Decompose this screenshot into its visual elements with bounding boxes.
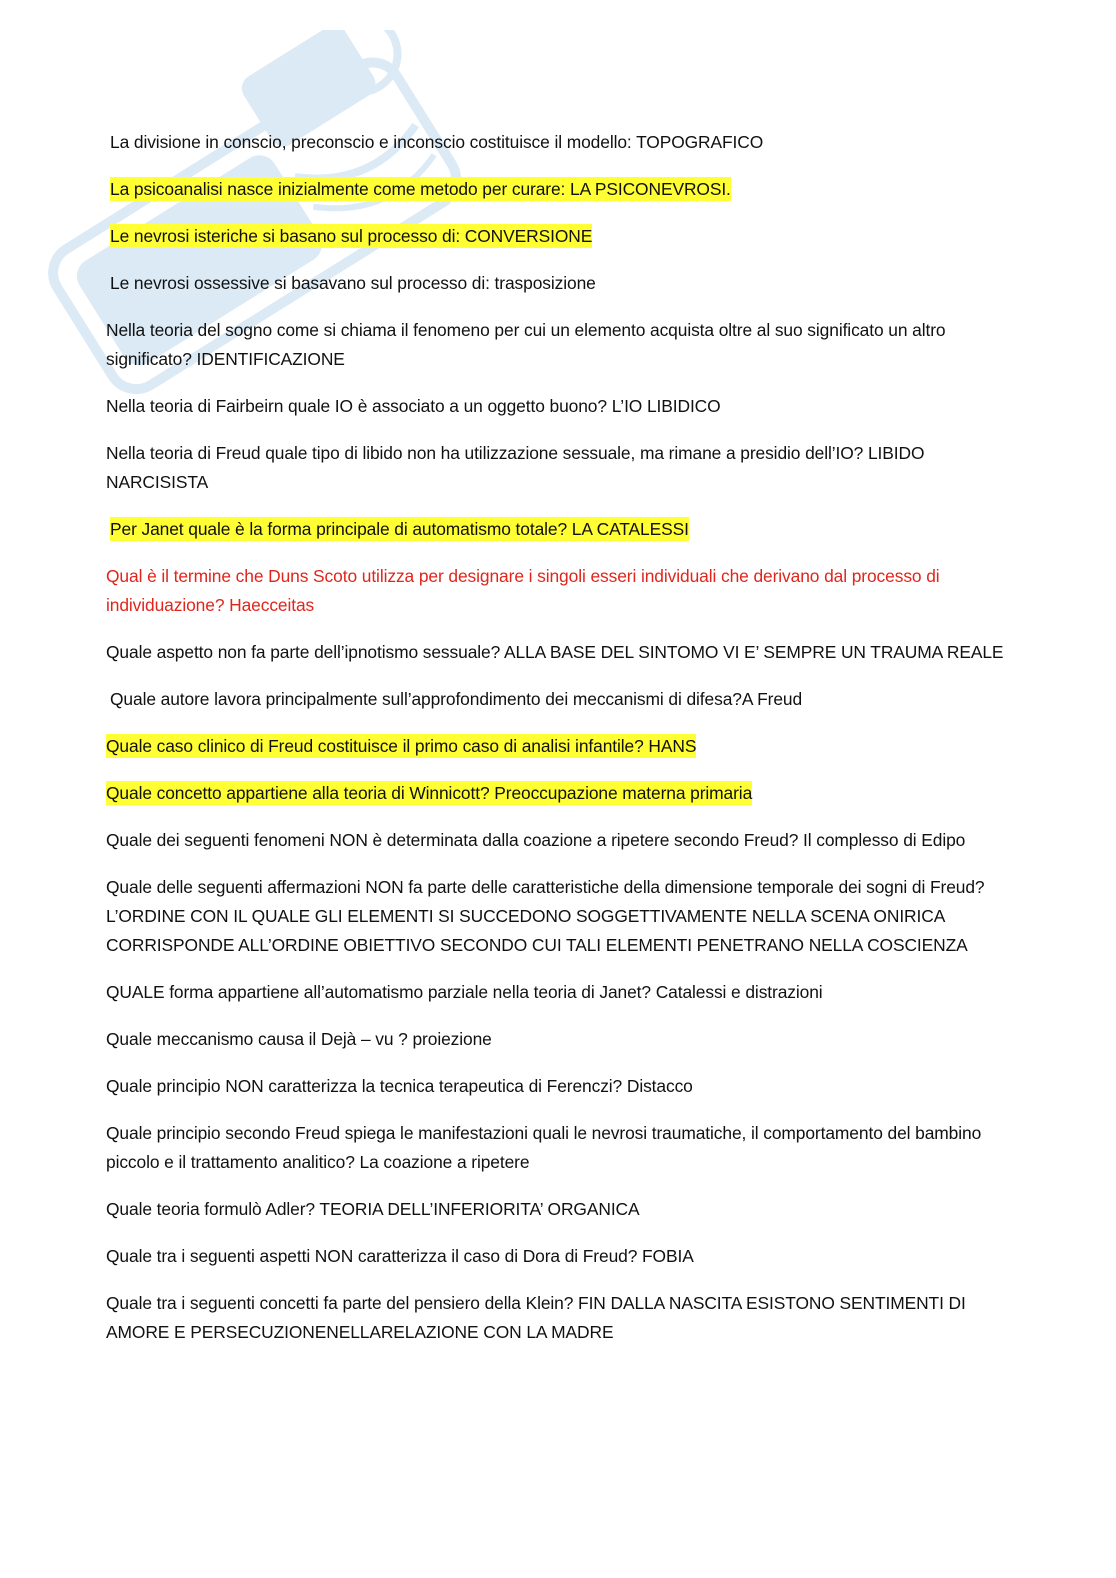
question-paragraph [106, 269, 1006, 298]
question-paragraph [106, 1072, 1006, 1101]
question-paragraph [106, 1195, 1006, 1224]
question-text: Quale teoria formulò Adler? TEORIA DELL’INFERIORITA’ ORGANICA [106, 1199, 640, 1219]
question-text: Quale tra i seguenti concetti fa parte del pensiero della Klein? FIN DALLA NASCITA ESISTONO SENTIMENTI DI AMORE E PERSECUZIONENELLARELAZIONE CON LA MADRE [106, 1293, 966, 1342]
question-paragraph [106, 638, 1006, 667]
question-text: Le nevrosi ossessive si basavano sul processo di: trasposizione [110, 273, 596, 293]
question-paragraph [106, 1289, 1006, 1347]
question-paragraph [106, 439, 1006, 497]
question-text: Nella teoria del sogno come si chiama il fenomeno per cui un elemento acquista oltre al suo significato un altro significato? IDENTIFICAZIONE [106, 320, 946, 369]
question-paragraph [106, 175, 1006, 204]
question-text: Quale meccanismo causa il Dejà – vu ? proiezione [106, 1029, 492, 1049]
question-paragraph [106, 562, 1006, 620]
question-text: Quale delle seguenti affermazioni NON fa parte delle caratteristiche della dimensione temporale dei sogni di Freud? L’ORDINE CON IL QUALE GLI ELEMENTI SI SUCCEDONO SOGGETTIVAMENTE NELLA SCENA ONIRICA CORRISPONDE ALL’ORDINE OBIETTIVO SECONDO CUI TALI ELEMENTI PENETRANO NELLA COSCIENZA [106, 877, 985, 955]
question-paragraph [106, 1025, 1006, 1054]
question-text: Quale aspetto non fa parte dell’ipnotismo sessuale? ALLA BASE DEL SINTOMO VI E’ SEMPRE UN TRAUMA REALE [106, 642, 1004, 662]
question-text: La divisione in conscio, preconscio e inconscio costituisce il modello: TOPOGRAFICO [110, 132, 764, 152]
question-text: Le nevrosi isteriche si basano sul processo di: CONVERSIONE [110, 226, 593, 246]
question-paragraph [106, 128, 1006, 157]
question-text: Quale principio NON caratterizza la tecnica terapeutica di Ferenczi? Distacco [106, 1076, 693, 1096]
question-paragraph [106, 1242, 1006, 1271]
question-text: Quale concetto appartiene alla teoria di Winnicott? Preoccupazione materna primaria [106, 783, 753, 803]
question-text: Nella teoria di Fairbeirn quale IO è associato a un oggetto buono? L’IO LIBIDICO [106, 396, 721, 416]
question-paragraph [106, 732, 1006, 761]
question-paragraph [106, 779, 1006, 808]
question-paragraph [106, 826, 1006, 855]
question-text: Quale tra i seguenti aspetti NON caratterizza il caso di Dora di Freud? FOBIA [106, 1246, 694, 1266]
question-paragraph [106, 222, 1006, 251]
qa-list [106, 128, 1006, 1365]
question-paragraph [106, 392, 1006, 421]
question-text: Per Janet quale è la forma principale di automatismo totale? LA CATALESSI [110, 519, 689, 539]
question-text: Quale dei seguenti fenomeni NON è determinata dalla coazione a ripetere secondo Freud? Il complesso di Edipo [106, 830, 966, 850]
question-paragraph [106, 873, 1006, 960]
question-paragraph [106, 515, 1006, 544]
question-text: Quale principio secondo Freud spiega le manifestazioni quali le nevrosi traumatiche, il comportamento del bambino piccolo e il trattamento analitico? La coazione a ripetere [106, 1123, 982, 1172]
question-paragraph [106, 685, 1006, 714]
question-text: Qual è il termine che Duns Scoto utilizza per designare i singoli esseri individuali che derivano dal processo di individuazione? Haecceitas [106, 566, 940, 615]
question-paragraph [106, 978, 1006, 1007]
question-text: Quale autore lavora principalmente sull’approfondimento dei meccanismi di difesa?A Freud [110, 689, 803, 709]
question-paragraph [106, 1119, 1006, 1177]
question-text: QUALE forma appartiene all’automatismo parziale nella teoria di Janet? Catalessi e distrazioni [106, 982, 823, 1002]
question-text: La psicoanalisi nasce inizialmente come metodo per curare: LA PSICONEVROSI. [110, 179, 731, 199]
question-text: Nella teoria di Freud quale tipo di libido non ha utilizzazione sessuale, ma rimane a presidio dell’IO? LIBIDO NARCISISTA [106, 443, 925, 492]
question-paragraph [106, 316, 1006, 374]
question-text: Quale caso clinico di Freud costituisce il primo caso di analisi infantile? HANS [106, 736, 697, 756]
